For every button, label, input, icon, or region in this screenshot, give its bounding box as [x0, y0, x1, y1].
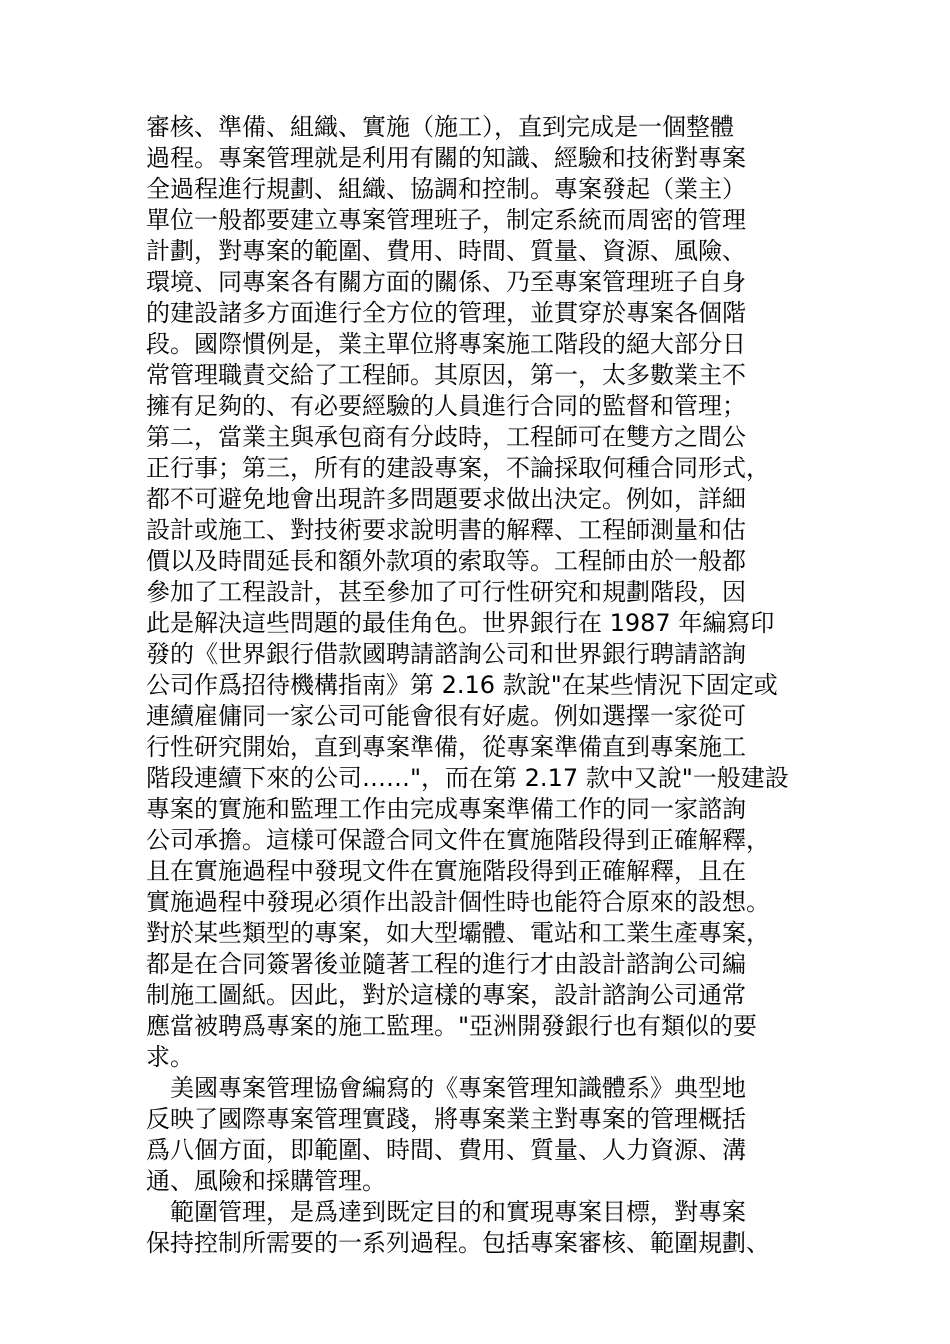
text-line: 專案的實施和監理工作由完成專案準備工作的同一家諮詢 — [146, 795, 746, 823]
text-line: 求。 — [146, 1043, 194, 1071]
text-line: 擁有足夠的、有必要經驗的人員進行合同的監督和管理； — [146, 392, 746, 420]
text-line: 價以及時間延長和額外款項的索取等。工程師由於一般都 — [146, 547, 746, 575]
text-line: 此是解決這些問題的最佳角色。世界銀行在 1987 年編寫印 — [146, 609, 775, 637]
text-line: 公司承擔。這樣可保證合同文件在實施階段得到正確解釋， — [146, 826, 770, 854]
text-line: 段。國際慣例是，業主單位將專案施工階段的絕大部分日 — [146, 330, 746, 358]
text-line: 美國專案管理協會編寫的《專案管理知識體系》典型地 — [170, 1074, 746, 1102]
text-line: 第二，當業主與承包商有分歧時，工程師可在雙方之間公 — [146, 423, 746, 451]
text-line: 爲八個方面，即範圍、時間、費用、質量、人力資源、溝 — [146, 1136, 746, 1164]
text-line: 過程。專案管理就是利用有關的知識、經驗和技術對專案 — [146, 144, 746, 172]
text-line: 計劃，對專案的範圍、費用、時間、質量、資源、風險、 — [146, 237, 746, 265]
text-line: 全過程進行規劃、組織、協調和控制。專案發起（業主） — [146, 175, 746, 203]
text-line: 制施工圖紙。因此，對於這樣的專案，設計諮詢公司通常 — [146, 981, 746, 1009]
text-line: 保持控制所需要的一系列過程。包括專案審核、範圍規劃、 — [146, 1229, 770, 1257]
text-line: 應當被聘爲專案的施工監理。"亞洲開發銀行也有類似的要 — [146, 1012, 758, 1040]
text-line: 審核、準備、組織、實施（施工），直到完成是一個整體 — [146, 113, 734, 141]
text-line: 環境、同專案各有關方面的關係、乃至專案管理班子自身 — [146, 268, 746, 296]
text-line: 連續雇傭同一家公司可能會很有好處。例如選擇一家從可 — [146, 702, 746, 730]
text-line: 反映了國際專案管理實踐，將專案業主對專案的管理概括 — [146, 1105, 746, 1133]
text-line: 都不可避免地會出現許多問題要求做出決定。例如，詳細 — [146, 485, 746, 513]
text-line: 階段連續下來的公司……"，而在第 2.17 款中又說"一般建設 — [146, 764, 789, 792]
text-line: 行性研究開始，直到專案準備，從專案準備直到專案施工 — [146, 733, 746, 761]
text-line: 公司作爲招待機構指南》第 2.16 款說"在某些情況下固定或 — [146, 671, 778, 699]
text-line: 發的《世界銀行借款國聘請諮詢公司和世界銀行聘請諮詢 — [146, 640, 746, 668]
text-line: 且在實施過程中發現文件在實施階段得到正確解釋，且在 — [146, 857, 746, 885]
text-line: 正行事；第三，所有的建設專案，不論採取何種合同形式， — [146, 454, 770, 482]
text-line: 都是在合同簽署後並隨著工程的進行才由設計諮詢公司編 — [146, 950, 746, 978]
text-line: 單位一般都要建立專案管理班子，制定系統而周密的管理 — [146, 206, 746, 234]
text-line: 參加了工程設計，甚至參加了可行性研究和規劃階段，因 — [146, 578, 746, 606]
body-text — [146, 112, 816, 1259]
text-line: 實施過程中發現必須作出設計個性時也能符合原來的設想。 — [146, 888, 770, 916]
text-line: 的建設諸多方面進行全方位的管理，並貫穿於專案各個階 — [146, 299, 746, 327]
text-line: 通、風險和採購管理。 — [146, 1167, 386, 1195]
text-line: 常管理職責交給了工程師。其原因，第一，太多數業主不 — [146, 361, 746, 389]
text-line: 對於某些類型的專案，如大型壩體、電站和工業生產專案， — [146, 919, 770, 947]
text-line: 設計或施工、對技術要求說明書的解釋、工程師測量和估 — [146, 516, 746, 544]
text-line: 範圍管理，是爲達到既定目的和實現專案目標，對專案 — [170, 1198, 746, 1226]
